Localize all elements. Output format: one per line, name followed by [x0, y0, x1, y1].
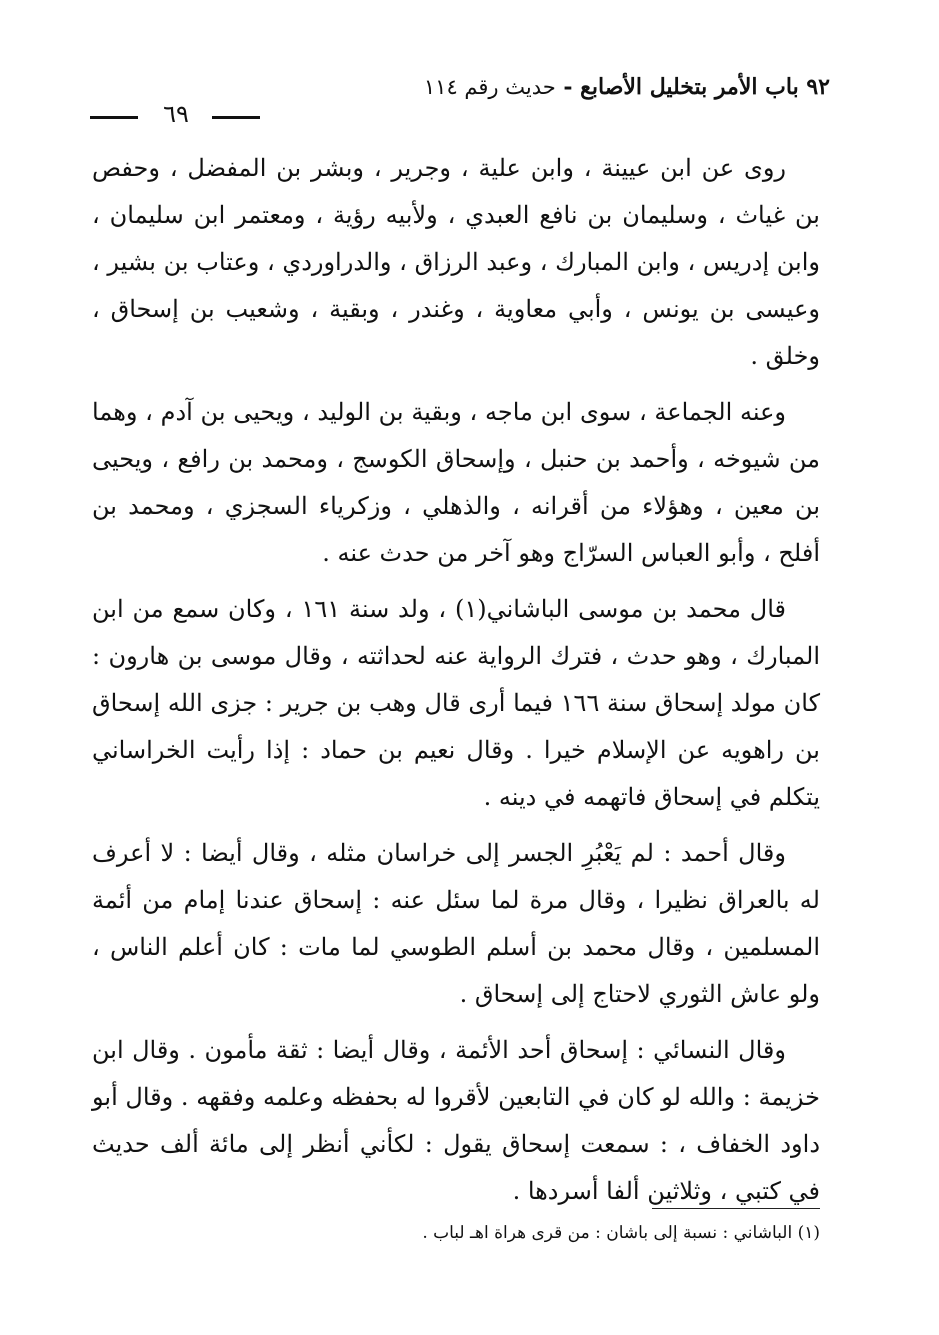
paragraph: روى عن ابن عيينة ، وابن علية ، وجرير ، وبشر بن المفضل ، وحفص بن غياث ، وسليمان بن نافع العبدي ، ولأبيه رؤية ، ومعتمر ابن سليمان ، وابن إدريس ، وابن المبارك ، وعبد الرزاق ، والدراوردي ، وعتاب بن بشير ، وعيسى بن يونس ، وأبي معاوية ، وغندر ، وبقية ، وشعيب بن إسحاق ، وخلق .: [92, 154, 820, 370]
page-number-rule-left: [90, 116, 138, 119]
section-title: ٩٢ باب الأمر بتخليل الأصابع: [580, 74, 830, 100]
footnote-divider: [652, 1208, 820, 1209]
paragraph: وقال النسائي : إسحاق أحد الأئمة ، وقال أيضا : ثقة مأمون . وقال ابن خزيمة : والله لو كان في التابعين لأقروا له بحفظه وعلمه وفقهه . وقال أبو داود الخفاف ، : سمعت إسحاق يقول : لكأني أنظر إلى مائة ألف حديث في كتبي ، وثلاثين ألفا أسردها .: [92, 1036, 821, 1205]
hadith-number: حديث رقم ١١٤: [423, 75, 556, 99]
page-number: ٦٩: [163, 100, 189, 128]
page-number-row: [90, 100, 320, 130]
header-separator: -: [555, 74, 581, 100]
paragraph: قال محمد بن موسى الباشاني(١) ، ولد سنة ١٦١ ، وكان سمع من ابن المبارك ، وهو حدث ، فترك الرواية عنه لحداثته ، وقال موسى بن هارون : كان مولد إسحاق سنة ١٦٦ فيما أرى قال وهب بن جرير : جزى الله إسحاق بن راهويه عن الإسلام خيرا . وقال نعيم بن حماد : إذا رأيت الخراساني يتكلم في إسحاق فاتهمه في دينه .: [92, 595, 820, 811]
page-number-rule-right: [212, 116, 260, 119]
running-header: [380, 74, 830, 100]
footnote: (١) الباشاني : نسبة إلى باشان : من قرى هراة اهـ لباب .: [422, 1223, 820, 1243]
paragraph: وعنه الجماعة ، سوى ابن ماجه ، وبقية بن الوليد ، ويحيى بن آدم ، وهما من شيوخه ، وأحمد بن حنبل ، وإسحاق الكوسج ، ومحمد بن رافع ، ويحيى بن معين ، وهؤلاء من أقرانه ، والذهلي ، وزكرياء السجزي ، ومحمد بن أفلح ، وأبو العباس السرّاج وهو آخر من حدث عنه .: [92, 398, 821, 567]
paragraph: وقال أحمد : لم يَعْبُرِ الجسر إلى خراسان مثله ، وقال أيضا : لا أعرف له بالعراق نظيرا ، وقال مرة لما سئل عنه : إسحاق عندنا إمام من أئمة المسلمين ، وقال محمد بن أسلم الطوسي لما مات : كان أعلم الناس ، ولو عاش الثوري لاحتاج إلى إسحاق .: [92, 839, 821, 1008]
body-text: [92, 145, 820, 1224]
